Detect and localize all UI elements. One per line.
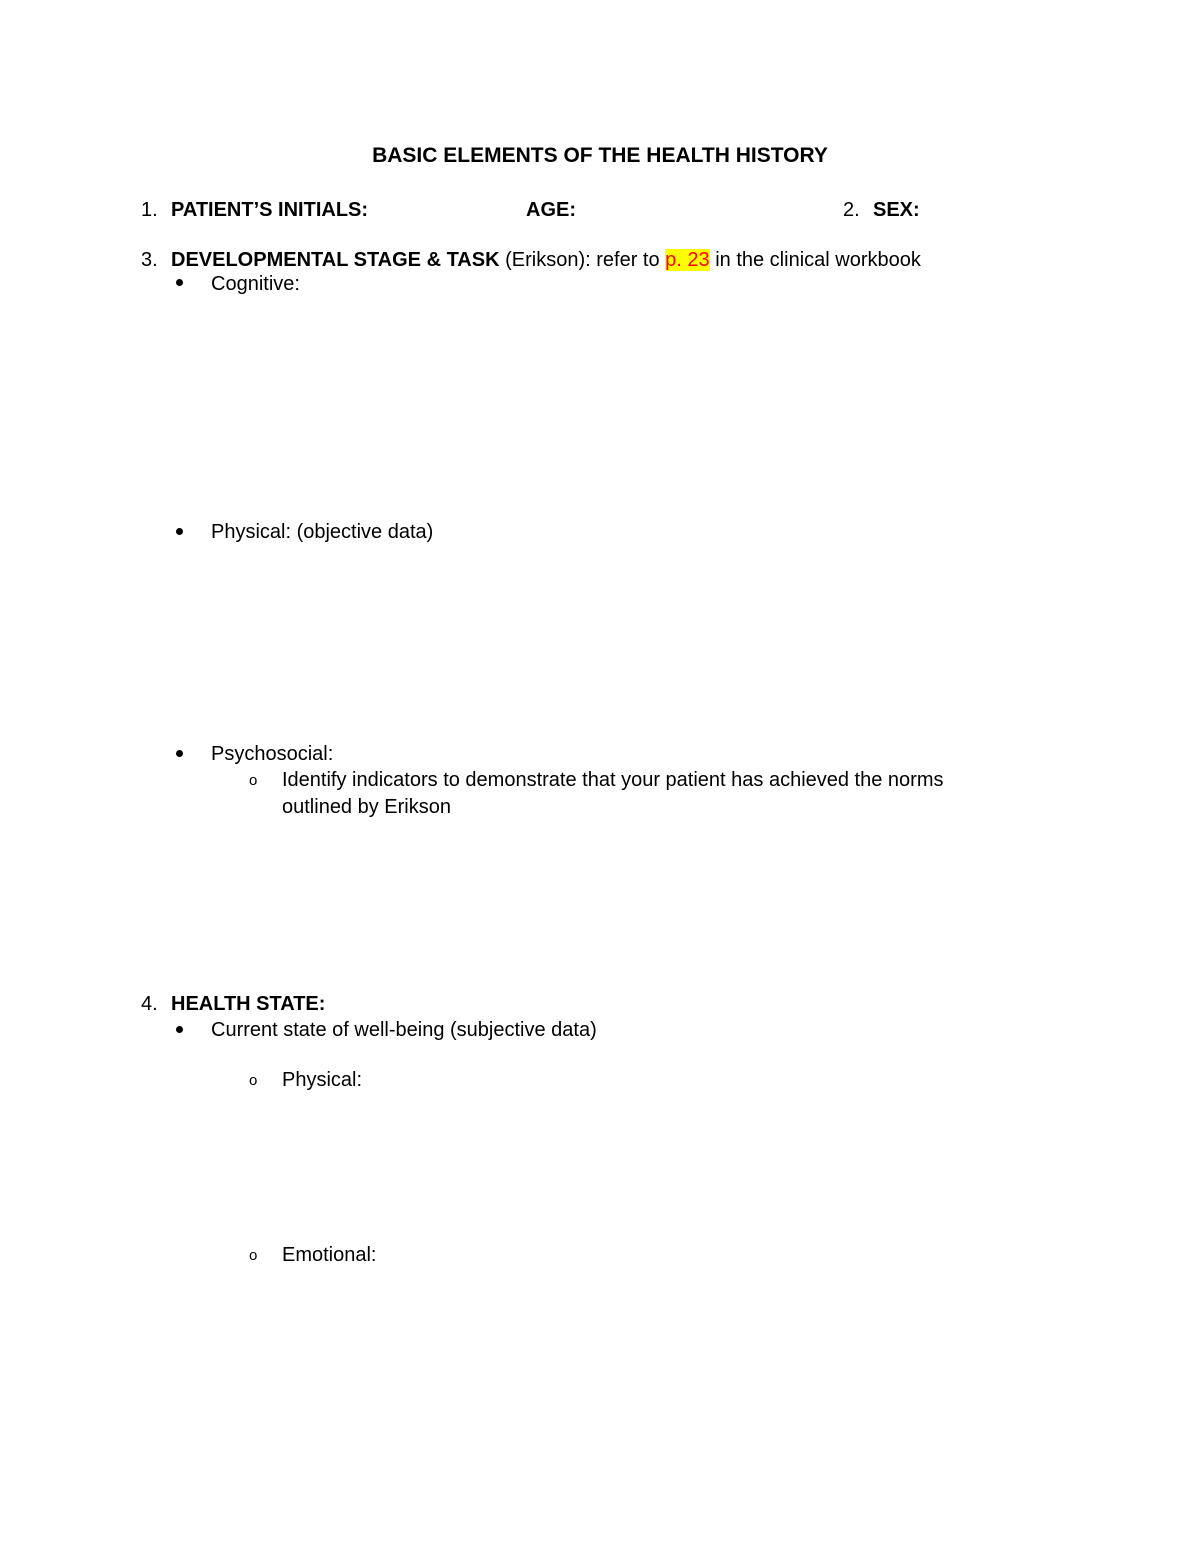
psychosocial-label: Psychosocial: — [211, 743, 334, 765]
current-state-label: Current state of well-being (subjective data) — [211, 1019, 597, 1041]
item1-number: 1. — [141, 199, 158, 221]
item4-number: 4. — [141, 993, 158, 1015]
psychosocial-indicators-line2: outlined by Erikson — [282, 796, 451, 818]
sex-label: SEX: — [873, 199, 920, 221]
developmental-stage-text-before: (Erikson): refer to — [499, 249, 666, 271]
health-physical-label: Physical: — [282, 1069, 363, 1091]
sub-bullet-icon: o — [249, 1072, 258, 1089]
page-reference-highlight: p. 23 — [665, 249, 710, 271]
bullet-icon — [176, 528, 183, 535]
health-emotional-label: Emotional: — [282, 1244, 377, 1266]
bullet-icon — [176, 750, 183, 757]
physical-objective-label: Physical: (objective data) — [211, 521, 434, 543]
item2-number: 2. — [843, 199, 860, 221]
document-title: BASIC ELEMENTS OF THE HEALTH HISTORY — [372, 144, 828, 167]
psychosocial-indicators-line1: Identify indicators to demonstrate that your patient has achieved the norms — [282, 769, 944, 791]
developmental-stage-line — [171, 248, 921, 272]
cognitive-label: Cognitive: — [211, 273, 300, 295]
bullet-icon — [176, 1026, 183, 1033]
developmental-stage-text-after: in the clinical workbook — [709, 249, 921, 271]
patient-initials-label: PATIENT’S INITIALS: — [171, 199, 369, 221]
sub-bullet-icon: o — [249, 1247, 258, 1264]
health-state-heading: HEALTH STATE: — [171, 993, 326, 1015]
age-label: AGE: — [526, 199, 576, 221]
sub-bullet-icon: o — [249, 772, 258, 789]
developmental-stage-heading: DEVELOPMENTAL STAGE & TASK — [171, 249, 500, 271]
item3-number: 3. — [141, 249, 158, 271]
bullet-icon — [176, 279, 183, 286]
